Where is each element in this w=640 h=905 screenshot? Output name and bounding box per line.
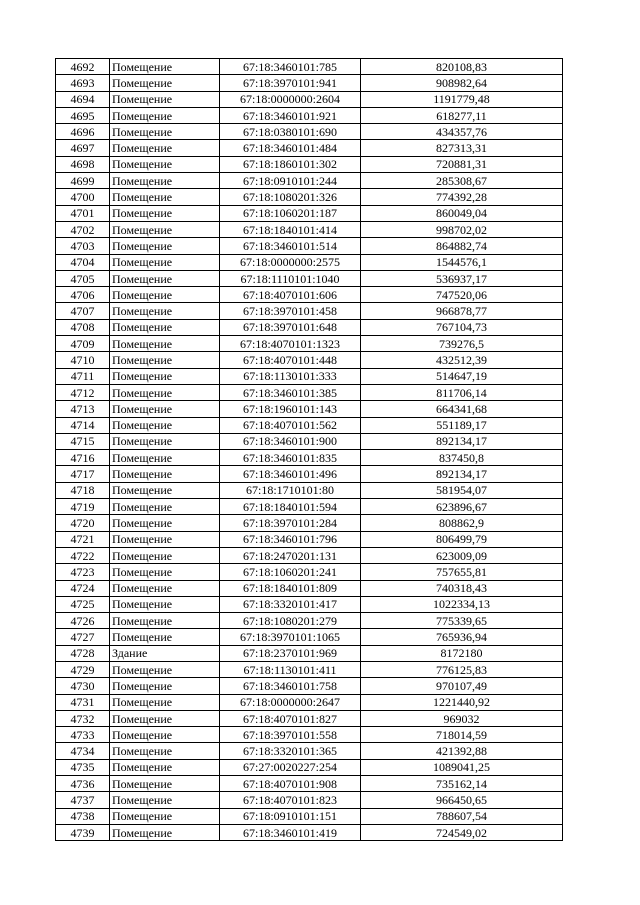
- row-number-cell: 4722: [56, 547, 110, 563]
- cadastral-number-cell: 67:18:0000000:2575: [220, 254, 361, 270]
- value-cell: 724549,02: [361, 824, 563, 840]
- cadastral-number-cell: 67:18:0910101:151: [220, 808, 361, 824]
- object-type-cell: Помещение: [110, 596, 220, 612]
- object-type-cell: Помещение: [110, 107, 220, 123]
- table-row: [56, 75, 563, 91]
- object-type-cell: Помещение: [110, 75, 220, 91]
- cadastral-number-cell: 67:18:4070101:448: [220, 352, 361, 368]
- cadastral-number-cell: 67:18:3970101:1065: [220, 629, 361, 645]
- cadastral-number-cell: 67:18:4070101:562: [220, 417, 361, 433]
- value-cell: 747520,06: [361, 287, 563, 303]
- object-type-cell: Помещение: [110, 238, 220, 254]
- table-row: [56, 450, 563, 466]
- table-row: [56, 254, 563, 270]
- object-type-cell: Помещение: [110, 270, 220, 286]
- row-number-cell: 4699: [56, 173, 110, 189]
- row-number-cell: 4709: [56, 336, 110, 352]
- table-row: [56, 499, 563, 515]
- row-number-cell: 4721: [56, 531, 110, 547]
- cadastral-number-cell: 67:18:3970101:648: [220, 319, 361, 335]
- table-row: [56, 547, 563, 563]
- row-number-cell: 4694: [56, 91, 110, 107]
- cadastral-number-cell: 67:18:1060201:187: [220, 205, 361, 221]
- cadastral-number-cell: 67:18:1110101:1040: [220, 270, 361, 286]
- row-number-cell: 4693: [56, 75, 110, 91]
- table-row: [56, 156, 563, 172]
- row-number-cell: 4712: [56, 384, 110, 400]
- object-type-cell: Помещение: [110, 189, 220, 205]
- cadastral-number-cell: 67:18:2370101:969: [220, 645, 361, 661]
- value-cell: 1544576,1: [361, 254, 563, 270]
- row-number-cell: 4727: [56, 629, 110, 645]
- object-type-cell: Помещение: [110, 694, 220, 710]
- value-cell: 820108,83: [361, 59, 563, 75]
- object-type-cell: Помещение: [110, 124, 220, 140]
- table-row: [56, 107, 563, 123]
- object-type-cell: Помещение: [110, 824, 220, 840]
- cadastral-number-cell: 67:18:0000000:2647: [220, 694, 361, 710]
- cadastral-number-cell: 67:18:1080201:326: [220, 189, 361, 205]
- cadastral-number-cell: 67:18:3970101:941: [220, 75, 361, 91]
- table-row: [56, 91, 563, 107]
- table-row: [56, 466, 563, 482]
- object-type-cell: Помещение: [110, 287, 220, 303]
- row-number-cell: 4701: [56, 205, 110, 221]
- object-type-cell: Здание: [110, 645, 220, 661]
- object-type-cell: Помещение: [110, 384, 220, 400]
- row-number-cell: 4725: [56, 596, 110, 612]
- value-cell: 966878,77: [361, 303, 563, 319]
- object-type-cell: Помещение: [110, 499, 220, 515]
- object-type-cell: Помещение: [110, 564, 220, 580]
- value-cell: 581954,07: [361, 482, 563, 498]
- table-row: [56, 564, 563, 580]
- cadastral-number-cell: 67:18:3460101:385: [220, 384, 361, 400]
- value-cell: 774392,28: [361, 189, 563, 205]
- registry-table-body: [56, 59, 563, 841]
- table-row: [56, 710, 563, 726]
- value-cell: 864882,74: [361, 238, 563, 254]
- cadastral-number-cell: 67:18:4070101:1323: [220, 336, 361, 352]
- value-cell: 1221440,92: [361, 694, 563, 710]
- table-row: [56, 352, 563, 368]
- cadastral-number-cell: 67:27:0020227:254: [220, 759, 361, 775]
- table-row: [56, 727, 563, 743]
- cadastral-number-cell: 67:18:4070101:606: [220, 287, 361, 303]
- row-number-cell: 4730: [56, 678, 110, 694]
- value-cell: 776125,83: [361, 661, 563, 677]
- object-type-cell: Помещение: [110, 776, 220, 792]
- object-type-cell: Помещение: [110, 303, 220, 319]
- value-cell: 765936,94: [361, 629, 563, 645]
- cadastral-number-cell: 67:18:4070101:908: [220, 776, 361, 792]
- object-type-cell: Помещение: [110, 547, 220, 563]
- row-number-cell: 4692: [56, 59, 110, 75]
- value-cell: 514647,19: [361, 368, 563, 384]
- row-number-cell: 4710: [56, 352, 110, 368]
- cadastral-number-cell: 67:18:1860101:302: [220, 156, 361, 172]
- row-number-cell: 4719: [56, 499, 110, 515]
- cadastral-number-cell: 67:18:3460101:835: [220, 450, 361, 466]
- value-cell: 811706,14: [361, 384, 563, 400]
- value-cell: 1191779,48: [361, 91, 563, 107]
- row-number-cell: 4739: [56, 824, 110, 840]
- table-row: [56, 368, 563, 384]
- row-number-cell: 4714: [56, 417, 110, 433]
- table-row: [56, 287, 563, 303]
- object-type-cell: Помещение: [110, 450, 220, 466]
- cadastral-number-cell: 67:18:3970101:458: [220, 303, 361, 319]
- table-row: [56, 173, 563, 189]
- cadastral-number-cell: 67:18:3460101:785: [220, 59, 361, 75]
- row-number-cell: 4726: [56, 613, 110, 629]
- cadastral-number-cell: 67:18:0000000:2604: [220, 91, 361, 107]
- value-cell: 720881,31: [361, 156, 563, 172]
- table-row: [56, 140, 563, 156]
- table-row: [56, 384, 563, 400]
- cadastral-number-cell: 67:18:3460101:921: [220, 107, 361, 123]
- table-row: [56, 596, 563, 612]
- value-cell: 966450,65: [361, 792, 563, 808]
- object-type-cell: Помещение: [110, 401, 220, 417]
- cadastral-number-cell: 67:18:3460101:514: [220, 238, 361, 254]
- object-type-cell: Помещение: [110, 173, 220, 189]
- row-number-cell: 4713: [56, 401, 110, 417]
- table-row: [56, 238, 563, 254]
- row-number-cell: 4734: [56, 743, 110, 759]
- cadastral-number-cell: 67:18:3970101:558: [220, 727, 361, 743]
- table-row: [56, 661, 563, 677]
- table-row: [56, 189, 563, 205]
- value-cell: 432512,39: [361, 352, 563, 368]
- cadastral-number-cell: 67:18:1840101:809: [220, 580, 361, 596]
- object-type-cell: Помещение: [110, 531, 220, 547]
- cadastral-number-cell: 67:18:4070101:823: [220, 792, 361, 808]
- table-row: [56, 515, 563, 531]
- cadastral-number-cell: 67:18:2470201:131: [220, 547, 361, 563]
- cadastral-number-cell: 67:18:3320101:417: [220, 596, 361, 612]
- table-row: [56, 59, 563, 75]
- object-type-cell: Помещение: [110, 580, 220, 596]
- table-row: [56, 824, 563, 840]
- value-cell: 285308,67: [361, 173, 563, 189]
- row-number-cell: 4696: [56, 124, 110, 140]
- row-number-cell: 4706: [56, 287, 110, 303]
- cadastral-number-cell: 67:18:1960101:143: [220, 401, 361, 417]
- row-number-cell: 4698: [56, 156, 110, 172]
- table-row: [56, 613, 563, 629]
- table-row: [56, 221, 563, 237]
- cadastral-number-cell: 67:18:1840101:594: [220, 499, 361, 515]
- value-cell: 421392,88: [361, 743, 563, 759]
- row-number-cell: 4697: [56, 140, 110, 156]
- cadastral-number-cell: 67:18:3970101:284: [220, 515, 361, 531]
- value-cell: 1022334,13: [361, 596, 563, 612]
- object-type-cell: Помещение: [110, 661, 220, 677]
- object-type-cell: Помещение: [110, 629, 220, 645]
- value-cell: 892134,17: [361, 466, 563, 482]
- table-row: [56, 336, 563, 352]
- object-type-cell: Помещение: [110, 319, 220, 335]
- table-row: [56, 759, 563, 775]
- table-row: [56, 482, 563, 498]
- row-number-cell: 4703: [56, 238, 110, 254]
- table-row: [56, 531, 563, 547]
- value-cell: 623896,67: [361, 499, 563, 515]
- value-cell: 908982,64: [361, 75, 563, 91]
- cadastral-number-cell: 67:18:3460101:796: [220, 531, 361, 547]
- object-type-cell: Помещение: [110, 759, 220, 775]
- cadastral-number-cell: 67:18:3460101:496: [220, 466, 361, 482]
- table-row: [56, 792, 563, 808]
- table-row: [56, 303, 563, 319]
- value-cell: 806499,79: [361, 531, 563, 547]
- row-number-cell: 4735: [56, 759, 110, 775]
- row-number-cell: 4724: [56, 580, 110, 596]
- row-number-cell: 4700: [56, 189, 110, 205]
- table-row: [56, 124, 563, 140]
- row-number-cell: 4731: [56, 694, 110, 710]
- row-number-cell: 4736: [56, 776, 110, 792]
- row-number-cell: 4737: [56, 792, 110, 808]
- object-type-cell: Помещение: [110, 678, 220, 694]
- table-row: [56, 433, 563, 449]
- cadastral-number-cell: 67:18:3460101:419: [220, 824, 361, 840]
- row-number-cell: 4723: [56, 564, 110, 580]
- table-row: [56, 417, 563, 433]
- table-row: [56, 319, 563, 335]
- object-type-cell: Помещение: [110, 368, 220, 384]
- row-number-cell: 4708: [56, 319, 110, 335]
- cadastral-number-cell: 67:18:0380101:690: [220, 124, 361, 140]
- object-type-cell: Помещение: [110, 254, 220, 270]
- value-cell: 618277,11: [361, 107, 563, 123]
- value-cell: 664341,68: [361, 401, 563, 417]
- table-row: [56, 678, 563, 694]
- object-type-cell: Помещение: [110, 792, 220, 808]
- value-cell: 551189,17: [361, 417, 563, 433]
- object-type-cell: Помещение: [110, 140, 220, 156]
- row-number-cell: 4704: [56, 254, 110, 270]
- object-type-cell: Помещение: [110, 613, 220, 629]
- row-number-cell: 4711: [56, 368, 110, 384]
- table-row: [56, 580, 563, 596]
- object-type-cell: Помещение: [110, 156, 220, 172]
- cadastral-number-cell: 67:18:1840101:414: [220, 221, 361, 237]
- table-row: [56, 205, 563, 221]
- object-type-cell: Помещение: [110, 727, 220, 743]
- object-type-cell: Помещение: [110, 336, 220, 352]
- object-type-cell: Помещение: [110, 433, 220, 449]
- value-cell: 718014,59: [361, 727, 563, 743]
- value-cell: 8172180: [361, 645, 563, 661]
- object-type-cell: Помещение: [110, 515, 220, 531]
- value-cell: 767104,73: [361, 319, 563, 335]
- object-type-cell: Помещение: [110, 466, 220, 482]
- value-cell: 788607,54: [361, 808, 563, 824]
- value-cell: 740318,43: [361, 580, 563, 596]
- value-cell: 536937,17: [361, 270, 563, 286]
- object-type-cell: Помещение: [110, 221, 220, 237]
- value-cell: 434357,76: [361, 124, 563, 140]
- table-row: [56, 743, 563, 759]
- row-number-cell: 4729: [56, 661, 110, 677]
- row-number-cell: 4732: [56, 710, 110, 726]
- object-type-cell: Помещение: [110, 91, 220, 107]
- cadastral-number-cell: 67:18:1080201:279: [220, 613, 361, 629]
- cadastral-number-cell: 67:18:3460101:900: [220, 433, 361, 449]
- cadastral-number-cell: 67:18:1130101:333: [220, 368, 361, 384]
- registry-table: [55, 58, 563, 841]
- cadastral-number-cell: 67:18:3460101:484: [220, 140, 361, 156]
- row-number-cell: 4718: [56, 482, 110, 498]
- object-type-cell: Помещение: [110, 710, 220, 726]
- cadastral-number-cell: 67:18:0910101:244: [220, 173, 361, 189]
- cadastral-number-cell: 67:18:1710101:80: [220, 482, 361, 498]
- row-number-cell: 4705: [56, 270, 110, 286]
- row-number-cell: 4715: [56, 433, 110, 449]
- row-number-cell: 4717: [56, 466, 110, 482]
- value-cell: 827313,31: [361, 140, 563, 156]
- row-number-cell: 4702: [56, 221, 110, 237]
- table-row: [56, 694, 563, 710]
- cadastral-number-cell: 67:18:1060201:241: [220, 564, 361, 580]
- value-cell: 775339,65: [361, 613, 563, 629]
- cadastral-number-cell: 67:18:3460101:758: [220, 678, 361, 694]
- table-row: [56, 776, 563, 792]
- object-type-cell: Помещение: [110, 352, 220, 368]
- object-type-cell: Помещение: [110, 417, 220, 433]
- table-row: [56, 629, 563, 645]
- row-number-cell: 4733: [56, 727, 110, 743]
- cadastral-number-cell: 67:18:4070101:827: [220, 710, 361, 726]
- value-cell: 757655,81: [361, 564, 563, 580]
- value-cell: 623009,09: [361, 547, 563, 563]
- object-type-cell: Помещение: [110, 59, 220, 75]
- table-row: [56, 645, 563, 661]
- value-cell: 970107,49: [361, 678, 563, 694]
- row-number-cell: 4707: [56, 303, 110, 319]
- object-type-cell: Помещение: [110, 808, 220, 824]
- table-row: [56, 808, 563, 824]
- cadastral-number-cell: 67:18:3320101:365: [220, 743, 361, 759]
- value-cell: 969032: [361, 710, 563, 726]
- row-number-cell: 4716: [56, 450, 110, 466]
- value-cell: 998702,02: [361, 221, 563, 237]
- object-type-cell: Помещение: [110, 482, 220, 498]
- object-type-cell: Помещение: [110, 205, 220, 221]
- value-cell: 860049,04: [361, 205, 563, 221]
- value-cell: 1089041,25: [361, 759, 563, 775]
- value-cell: 837450,8: [361, 450, 563, 466]
- table-row: [56, 401, 563, 417]
- cadastral-number-cell: 67:18:1130101:411: [220, 661, 361, 677]
- row-number-cell: 4738: [56, 808, 110, 824]
- row-number-cell: 4695: [56, 107, 110, 123]
- value-cell: 808862,9: [361, 515, 563, 531]
- row-number-cell: 4728: [56, 645, 110, 661]
- object-type-cell: Помещение: [110, 743, 220, 759]
- value-cell: 892134,17: [361, 433, 563, 449]
- value-cell: 739276,5: [361, 336, 563, 352]
- row-number-cell: 4720: [56, 515, 110, 531]
- value-cell: 735162,14: [361, 776, 563, 792]
- table-row: [56, 270, 563, 286]
